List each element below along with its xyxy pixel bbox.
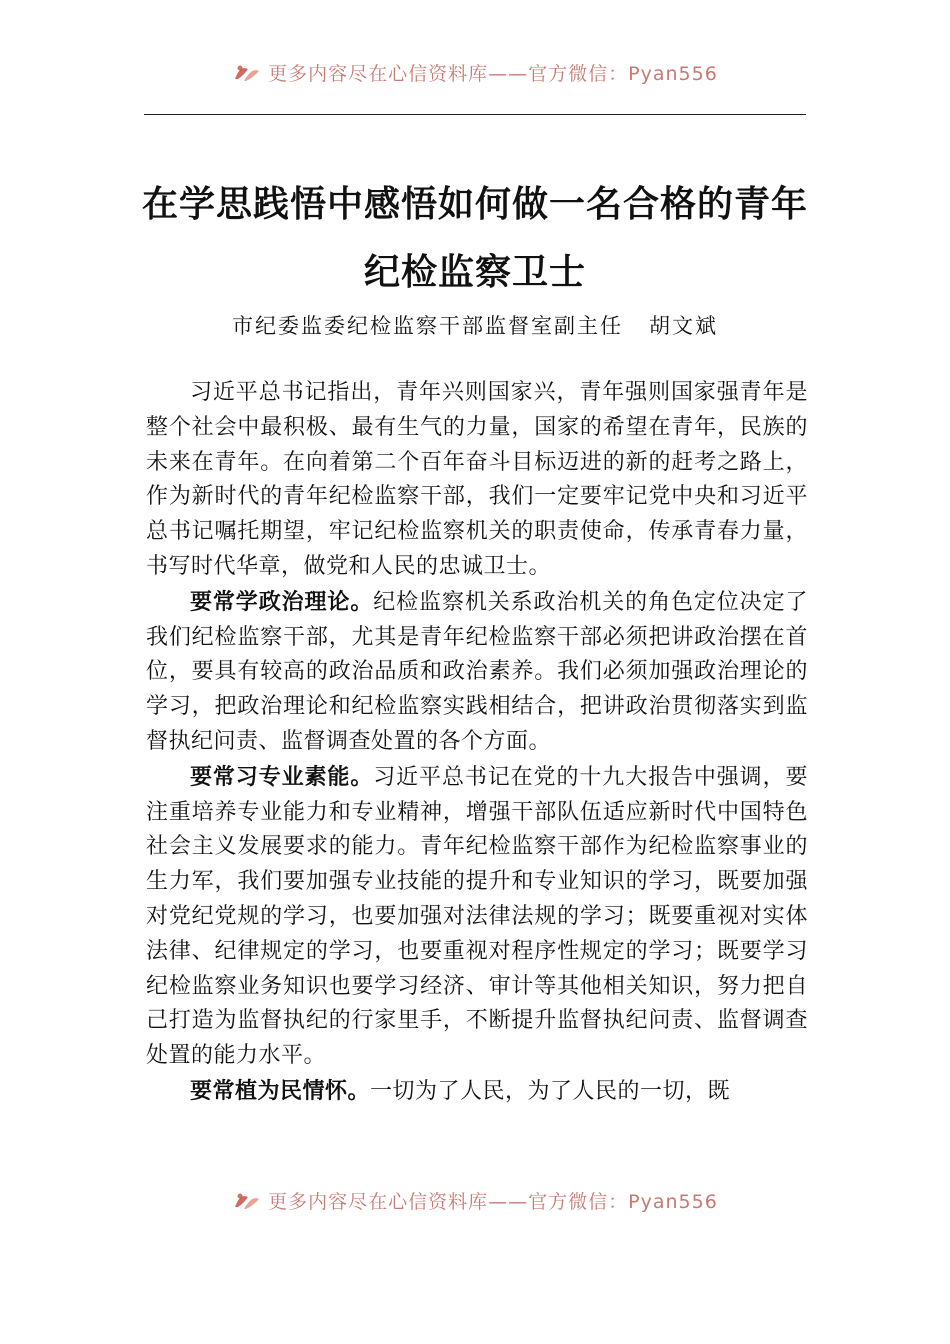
watermark-top <box>0 52 950 92</box>
paragraph-text: 一切为了人民，为了人民的一切，既 <box>370 1078 731 1104</box>
paragraph-text: 习近平总书记指出，青年兴则国家兴，青年强则国家强青年是整个社会中最积极、最有生气的力量，国家的希望在青年，民族的未来在青年。在向着第二个百年奋斗目标迈进的新的赶考之路上，作为新时代的青年纪检监察干部，我们一定要牢记党中央和习近平总书记嘱托期望，牢记纪检监察机关的职责使命，传承青春力量，书写时代华章，做党和人民的忠诚卫士。 <box>146 380 808 579</box>
paragraph-intro <box>146 376 808 585</box>
paragraph-text: 纪检监察机关系政治机关的角色定位决定了我们纪检监察干部，尤其是青年纪检监察干部必须把讲政治摆在首位，要具有较高的政治品质和政治素养。我们必须加强政治理论的学习，把政治理论和纪检监察实践相结合，把讲政治贯彻落实到监督执纪问责、监督调查处置的各个方面。 <box>146 589 808 754</box>
page-title-line-1: 在学思践悟中感悟如何做一名合格的青年 <box>141 183 808 225</box>
paragraph-lead: 要常植为民情怀。 <box>190 1077 371 1104</box>
author-role: 市纪委监委纪检监察干部监督室副主任 <box>232 314 623 338</box>
header-rule <box>144 114 806 115</box>
paragraph-people <box>146 1074 808 1110</box>
watermark-text: 更多内容尽在心信资料库——官方微信：Pyan556 <box>268 1190 718 1213</box>
author-name: 胡文斌 <box>649 314 718 338</box>
article-body <box>146 376 808 1110</box>
page-title-line-2: 纪检监察卫士 <box>363 251 586 293</box>
watermark-text: 更多内容尽在心信资料库——官方微信：Pyan556 <box>268 62 718 85</box>
author-line <box>100 310 850 340</box>
paragraph-politics <box>146 585 808 760</box>
paragraph-lead: 要常习专业素能。 <box>190 763 374 790</box>
watermark-logo-icon <box>232 61 262 83</box>
paragraph-professional <box>146 760 808 1074</box>
paragraph-lead: 要常学政治理论。 <box>190 588 374 615</box>
watermark-bottom <box>0 1180 950 1220</box>
paragraph-text: 习近平总书记在党的十九大报告中强调，要注重培养专业能力和专业精神，增强干部队伍适应新时代中国特色社会主义发展要求的能力。青年纪检监察干部作为纪检监察事业的生力军，我们要加强专业技能的提升和专业知识的学习，既要加强对党纪党规的学习，也要加强对法律法规的学习；既要重视对实体法律、纪律规定的学习，也要重视对程序性规定的学习；既要学习纪检监察业务知识也要学习经济、审计等其他相关知识，努力把自己打造为监督执纪的行家里手，不断提升监督执纪问责、监督调查处置的能力水平。 <box>146 764 808 1069</box>
watermark-logo-icon <box>232 1189 262 1211</box>
